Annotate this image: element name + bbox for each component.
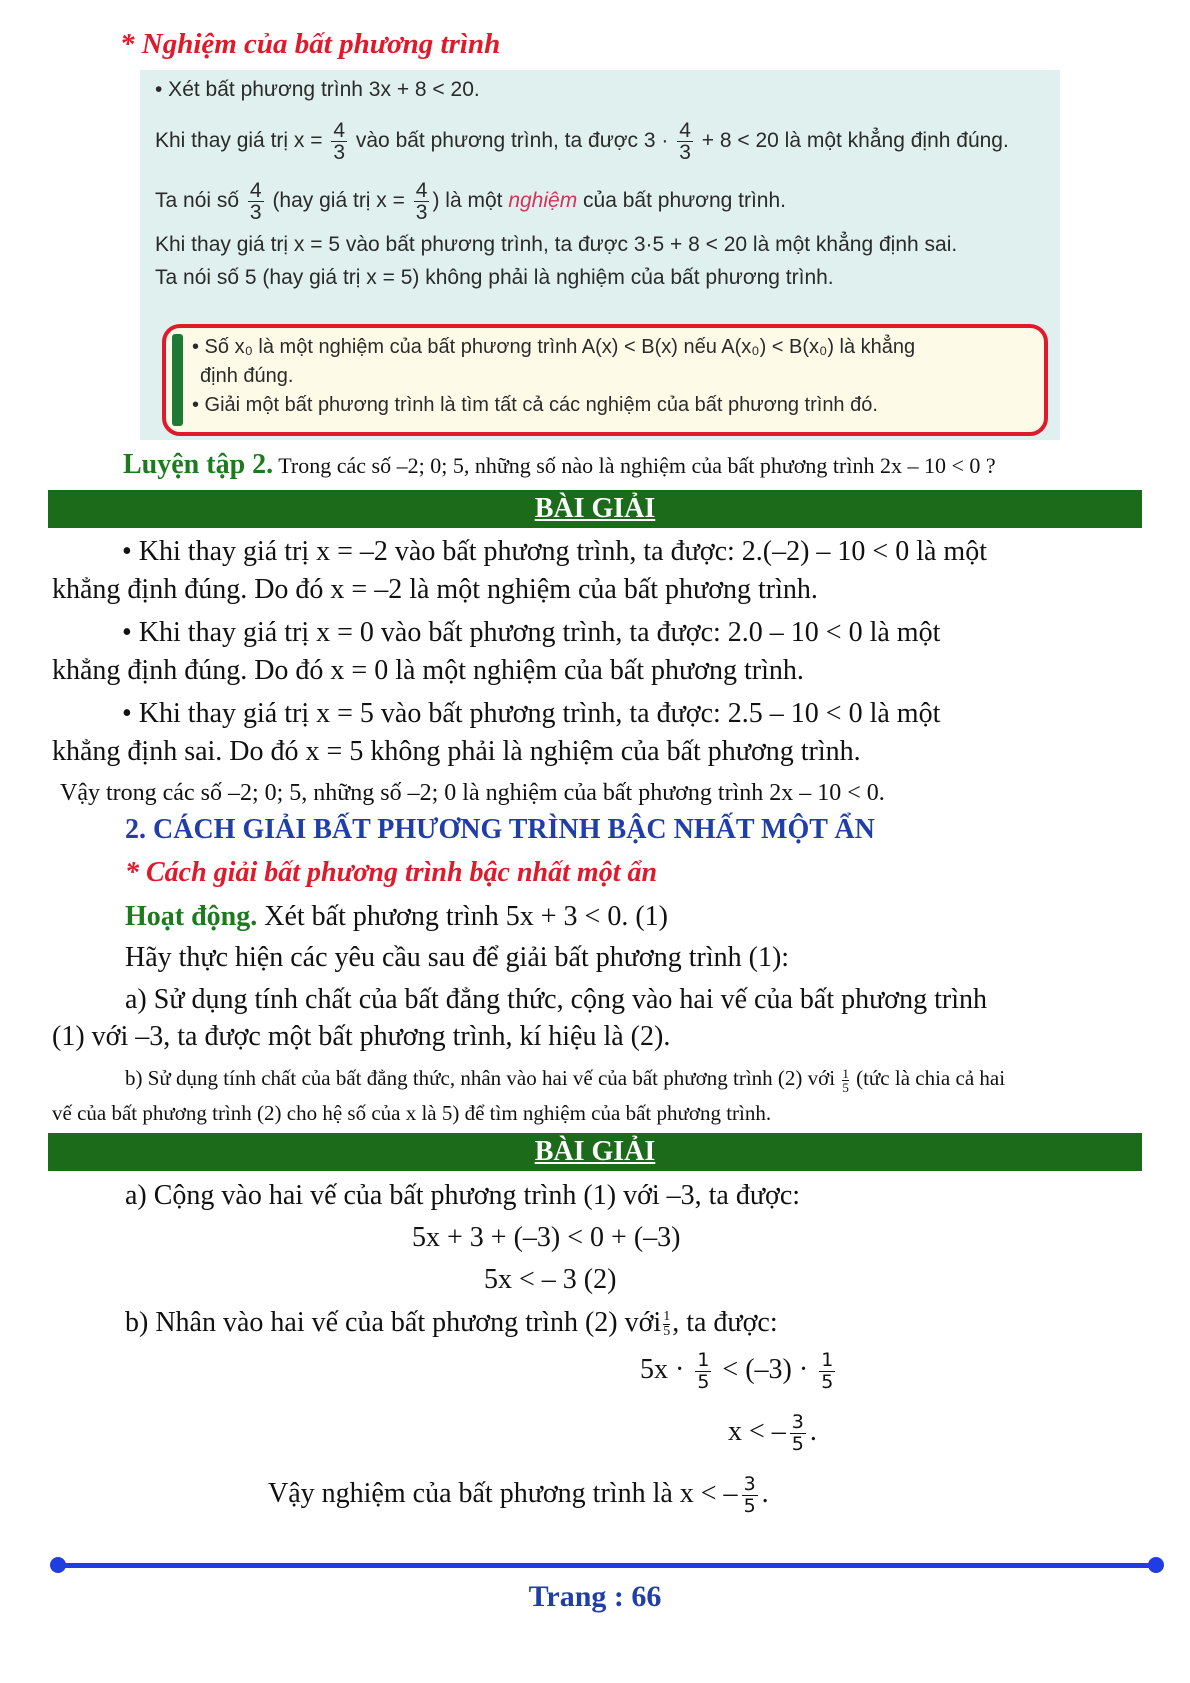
solution-2-line-b: b) Nhân vào hai vế của bất phương trình (2) với $\frac{1}{5}$ , ta được: <box>125 1307 778 1340</box>
textbook-line-1: • Xét bất phương trình 3x + 8 < 20. <box>155 78 480 101</box>
solution-2-line-a: a) Cộng vào hai vế của bất phương trình (1) với –3, ta được: <box>125 1180 801 1211</box>
solution-1-line-b2: khẳng định đúng. Do đó x = 0 là một nghiệm của bất phương trình. <box>52 655 804 686</box>
definition-line-3: • Giải một bất phương trình là tìm tất cả các nghiệm của bất phương trình đó. <box>192 394 878 416</box>
textbook-line-5: Ta nói số 5 (hay giá trị x = 5) không phải là nghiệm của bất phương trình. <box>155 266 834 289</box>
activity-line-b2: vế của bất phương trình (2) cho hệ số của x là 5) để tìm nghiệm của bất phương trình. <box>52 1101 772 1125</box>
solution-bar-2: BÀI GIẢI <box>48 1133 1142 1171</box>
definition-accent-bar <box>172 334 183 426</box>
textbook-line-4: Khi thay giá trị x = 5 vào bất phương trình, ta được 3·5 + 8 < 20 là một khẳng định sai. <box>155 233 958 256</box>
section-heading: * Nghiệm của bất phương trình <box>120 28 501 60</box>
equation-1: 5x + 3 + (–3) < 0 + (–3) <box>412 1222 681 1253</box>
solution-1-line-c2: khẳng định sai. Do đó x = 5 không phải là nghiệm của bất phương trình. <box>52 736 861 767</box>
footer-divider-left-dot <box>50 1557 66 1573</box>
definition-line-2: định đúng. <box>200 365 294 387</box>
section-2-subheading: * Cách giải bất phương trình bậc nhất một ẩn <box>125 857 658 888</box>
solution-1-line-a1: • Khi thay giá trị x = –2 vào bất phương trình, ta được: 2.(–2) – 10 < 0 là một <box>122 536 987 567</box>
page-number: Trang : 66 <box>528 1580 662 1613</box>
activity-line-b1: b) Sử dụng tính chất của bất đẳng thức, nhân vào hai vế của bất phương trình (2) với $\frac{1}{5}$ (tức là chia cả hai <box>125 1065 1006 1095</box>
practice-2: Luyện tập 2. Trong các số –2; 0; 5, những số nào là nghiệm của bất phương trình 2x – 10 < 0 ? <box>123 449 996 480</box>
equation-3: 5x · $\frac{1}{5}$ < (–3) · $\frac{1}{5}$ <box>640 1349 834 1393</box>
equation-4: x < – $\frac{3}{5}$ . <box>728 1411 817 1455</box>
definition-line-1: • Số x₀ là một nghiệm của bất phương trình A(x) < B(x) nếu A(x₀) < B(x₀) là khẳng <box>192 336 916 358</box>
solution-1-line-b1: • Khi thay giá trị x = 0 vào bất phương trình, ta được: 2.0 – 10 < 0 là một <box>122 617 941 648</box>
equation-2: 5x < – 3 (2) <box>484 1264 617 1295</box>
solution-1-conclusion: Vậy trong các số –2; 0; 5, những số –2; 0 là nghiệm của bất phương trình 2x – 10 < 0. <box>60 780 885 806</box>
activity-line-a1: a) Sử dụng tính chất của bất đẳng thức, cộng vào hai vế của bất phương trình <box>125 984 987 1015</box>
activity-line-a2: (1) với –3, ta được một bất phương trình, kí hiệu là (2). <box>52 1021 671 1052</box>
footer-divider <box>58 1563 1152 1568</box>
section-2-heading: 2. CÁCH GIẢI BẤT PHƯƠNG TRÌNH BẬC NHẤT MỘT ẨN <box>125 814 875 845</box>
highlight-word: nghiệm <box>508 189 578 213</box>
textbook-line-3: Ta nói số $\frac{4}{3}$ (hay giá trị x = $\frac{4}{3}$ ) là một nghiệm của bất phương trình. <box>155 179 787 224</box>
footer-divider-right-dot <box>1148 1557 1164 1573</box>
solution-bar: BÀI GIẢI <box>48 490 1142 528</box>
activity-line-2: Hãy thực hiện các yêu cầu sau để giải bất phương trình (1): <box>125 942 790 973</box>
activity-title: Hoạt động. Xét bất phương trình 5x + 3 < 0. (1) <box>125 901 668 932</box>
solution-1-line-c1: • Khi thay giá trị x = 5 vào bất phương trình, ta được: 2.5 – 10 < 0 là một <box>122 698 941 729</box>
textbook-line-2: Khi thay giá trị x = $\frac{4}{3}$ vào bất phương trình, ta được 3 · $\frac{4}{3}$ + 8 < 20 là một khẳng định đúng. <box>155 119 1009 164</box>
solution-1-line-a2: khẳng định đúng. Do đó x = –2 là một nghiệm của bất phương trình. <box>52 574 818 605</box>
final-answer: Vậy nghiệm của bất phương trình là x < – $\frac{3}{5}$ . <box>268 1473 769 1517</box>
